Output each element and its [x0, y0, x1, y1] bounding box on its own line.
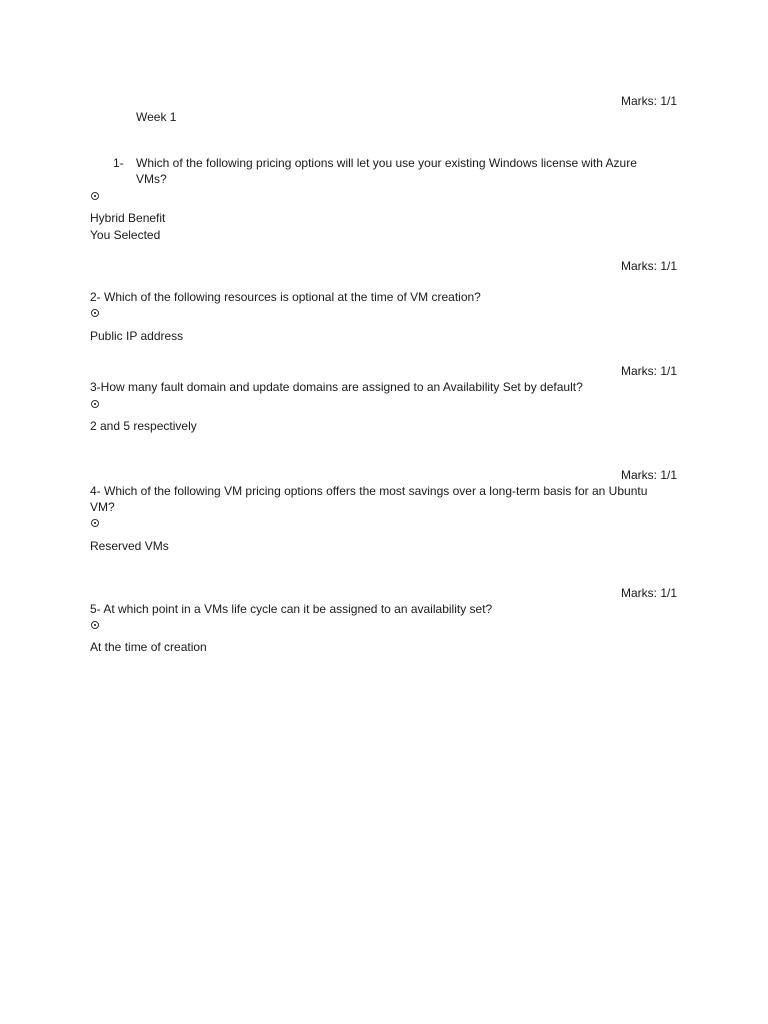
answer-q1: Hybrid Benefit: [90, 211, 166, 225]
answer-q5: At the time of creation: [90, 640, 207, 654]
radio-selected-q1[interactable]: [91, 192, 99, 200]
selection-note-q1: You Selected: [90, 228, 161, 242]
answer-q3: 2 and 5 respectively: [90, 419, 197, 433]
marks-q3: Marks: 1/1: [620, 364, 677, 378]
question-text-q1: Which of the following pricing options will let you use your existing Windows license with Azure VMs?: [136, 156, 637, 186]
question-text-q5: 5- At which point in a VMs life cycle can it be assigned to an availability set?: [90, 602, 493, 616]
answer-q2: Public IP address: [90, 329, 184, 343]
question-text-q3: 3-How many fault domain and update domains are assigned to an Availability Set by default?: [90, 380, 583, 394]
week-heading: Week 1: [136, 110, 177, 124]
radio-selected-q2[interactable]: [91, 309, 99, 317]
answer-q4: Reserved VMs: [90, 539, 169, 553]
radio-selected-q4[interactable]: [91, 519, 99, 527]
question-text-q2: 2- Which of the following resources is optional at the time of VM creation?: [90, 290, 481, 304]
marks-q2: Marks: 1/1: [620, 259, 677, 273]
marks-q5: Marks: 1/1: [620, 586, 677, 600]
radio-selected-q3[interactable]: [91, 400, 99, 408]
question-text-q4: 4- Which of the following VM pricing options offers the most savings over a long-term basis for an Ubuntu VM?: [90, 484, 648, 514]
marks-q4: Marks: 1/1: [620, 468, 677, 482]
radio-selected-q5[interactable]: [91, 621, 99, 629]
question-number-q1: 1-: [113, 156, 124, 170]
marks-q1: Marks: 1/1: [620, 94, 677, 108]
